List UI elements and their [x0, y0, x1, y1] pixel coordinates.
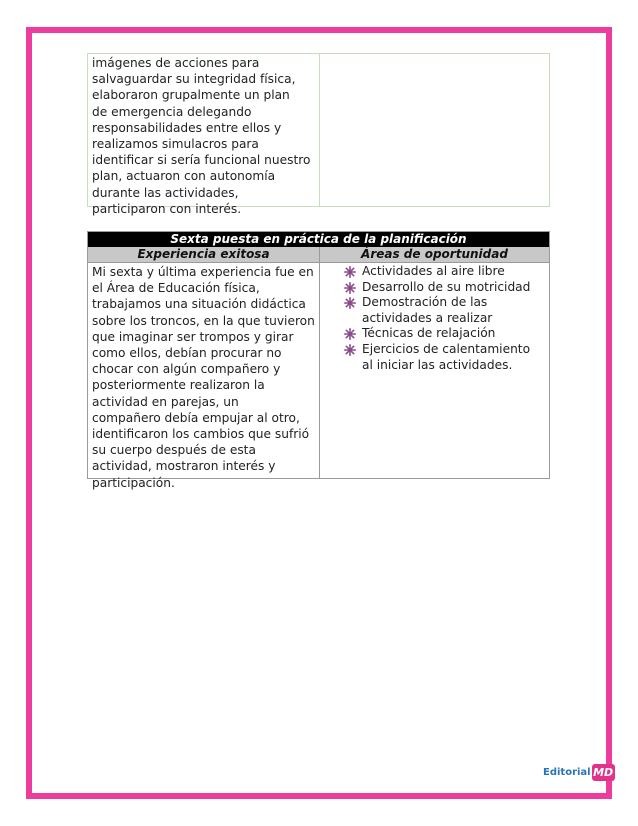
text-line: chocar con algún compañero y — [92, 362, 281, 377]
text-line: sobre los troncos, en la que tuvieron — [92, 313, 315, 328]
text-line: Mi sexta y última experiencia fue en — [92, 265, 314, 279]
text-line: imágenes de acciones para — [92, 56, 260, 70]
text-line: trabajamos una situación didáctica — [92, 297, 306, 312]
asterisk-icon — [342, 295, 358, 326]
list-item-text: Demostración de las — [362, 295, 488, 310]
table-header-row — [88, 247, 549, 263]
list-item-text: actividades a realizar — [362, 310, 493, 325]
list-item-text: al iniciar las actividades. — [362, 357, 513, 372]
asterisk-icon — [342, 280, 358, 296]
header-areas-de-oportunidad: Áreas de oportunidad — [361, 247, 508, 261]
sixth-practice-table — [87, 231, 550, 490]
text-line: que imaginar ser trompos y girar — [92, 329, 294, 344]
continuation-table — [87, 53, 550, 216]
text-line: responsabilidades entre ellos y — [92, 120, 282, 135]
empty-cell — [320, 54, 549, 206]
text-line: durante las actividades, — [92, 185, 239, 200]
text-line: elaboraron grupalmente un plan — [92, 88, 290, 103]
text-line: como ellos, debían procurar no — [92, 346, 282, 361]
list-item-text: Actividades al aire libre — [362, 264, 505, 278]
list-item — [320, 342, 549, 373]
list-item-text: Desarrollo de su motricidad — [362, 279, 531, 294]
text-line: salvaguardar su integridad física, — [92, 72, 296, 87]
text-line: de emergencia delegando — [92, 104, 252, 119]
list-item-text: Ejercicios de calentamiento — [362, 341, 531, 356]
experience-cell — [88, 263, 320, 490]
text-line: realizamos simulacros para — [92, 137, 259, 152]
table-title: Sexta puesta en práctica de la planificación — [88, 232, 549, 247]
list-item — [320, 326, 549, 342]
asterisk-icon — [342, 326, 358, 342]
table-body-row — [88, 263, 549, 490]
list-item — [320, 280, 549, 296]
text-line: compañero debía empujar al otro, — [92, 410, 300, 425]
list-item-text: Técnicas de relajación — [362, 326, 496, 341]
list-item — [320, 295, 549, 326]
publisher-logo — [543, 764, 615, 781]
text-line: posteriormente realizaron la — [92, 378, 265, 393]
text-line: actividad en parejas, un — [92, 394, 239, 409]
header-experiencia-exitosa: Experiencia exitosa — [88, 247, 320, 262]
text-line: participación. — [92, 475, 175, 490]
text-line: su cuerpo después de esta — [92, 443, 256, 458]
logo-word: Editorial — [543, 767, 591, 778]
text-line: identificaron los cambios que sufrió — [92, 427, 310, 442]
text-line: actividad, mostraron interés y — [92, 459, 276, 474]
asterisk-icon — [342, 264, 358, 280]
text-line: el Área de Educación física, — [92, 281, 260, 296]
logo-mark: MD — [593, 766, 614, 779]
asterisk-icon — [342, 342, 358, 373]
text-line: identificar si sería funcional nuestro — [92, 153, 311, 168]
opportunities-cell — [320, 263, 549, 478]
text-line: participaron con interés. — [92, 201, 242, 216]
continuation-text-cell — [88, 54, 320, 216]
text-line: plan, actuaron con autonomía — [92, 169, 276, 184]
list-item — [320, 264, 549, 280]
